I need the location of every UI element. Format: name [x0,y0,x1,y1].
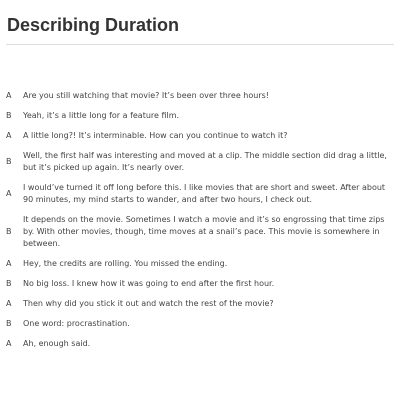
dialogue-line [6,338,394,350]
page-title: Describing Duration [7,15,180,35]
dialogue-line [6,182,394,206]
speaker-label: A [6,339,12,348]
speaker-label: B [6,279,12,288]
speaker-label: A [6,299,12,308]
speaker-label: B [6,319,12,328]
speaker-label: B [6,157,12,166]
dialogue-list [6,90,394,358]
dialogue-line [6,298,394,310]
dialogue-text: Hey, the credits are rolling. You missed the ending. [23,259,228,268]
dialogue-line [6,214,394,250]
speaker-label: B [6,111,12,120]
dialogue-line [6,110,394,122]
dialogue-text: Well, the first half was interesting and moved at a clip. The middle section did drag a little, but it’s picked up again. It’s nearly over. [23,151,387,172]
dialogue-text: Ah, enough said. [23,339,91,348]
title-divider [6,44,394,45]
dialogue-line [6,318,394,330]
dialogue-text: Yeah, it’s a little long for a feature film. [23,111,180,120]
dialogue-text: A little long?! It’s interminable. How can you continue to watch it? [23,131,288,140]
speaker-label: A [6,131,12,140]
dialogue-text: No big loss. I knew how it was going to end after the first hour. [23,279,275,288]
dialogue-text: Then why did you stick it out and watch the rest of the movie? [23,299,274,308]
dialogue-line [6,278,394,290]
dialogue-line [6,90,394,102]
dialogue-text: It depends on the movie. Sometimes I watch a movie and it’s so engrossing that time zips by. With other movies, though, time moves at a snail’s pace. This movie is somewhere in between. [23,215,385,248]
dialogue-text: I would’ve turned it off long before this. I like movies that are short and sweet. After about 90 minutes, my mind starts to wander, and after two hours, I check out. [23,183,386,204]
dialogue-text: One word: procrastination. [23,319,130,328]
dialogue-line [6,150,394,174]
speaker-label: B [6,227,12,236]
speaker-label: A [6,259,12,268]
speaker-label: A [6,91,12,100]
dialogue-line [6,258,394,270]
speaker-label: A [6,189,12,198]
dialogue-line [6,130,394,142]
dialogue-text: Are you still watching that movie? It’s been over three hours! [23,91,269,100]
